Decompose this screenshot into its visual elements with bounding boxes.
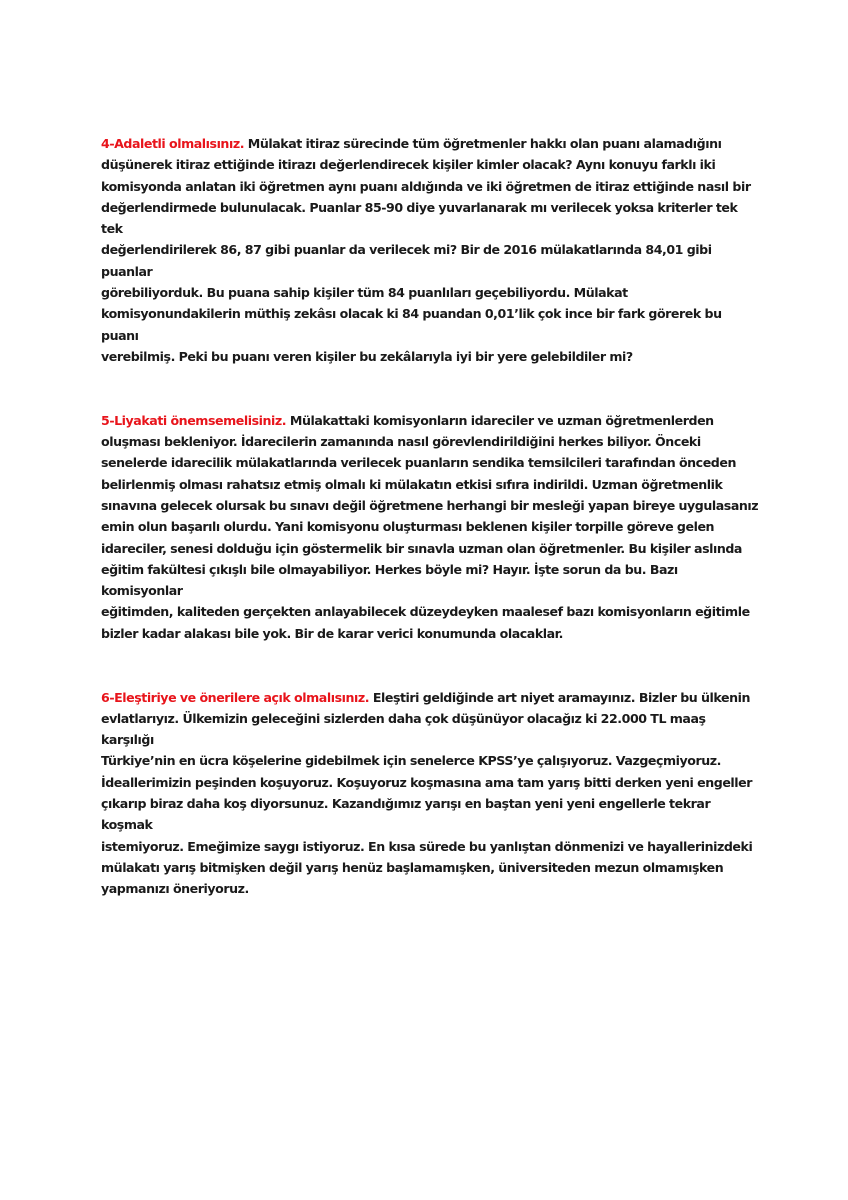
text-line: yapmanızı öneriyoruz. <box>101 881 249 897</box>
section-elestiri <box>101 687 761 900</box>
text-line: bizler kadar alakası bile yok. Bir de karar verici konumunda olacaklar. <box>101 625 563 641</box>
text-line: verebilmiş. Peki bu puanı veren kişiler bu zekâlarıyla iyi bir yere gelebildiler mi? <box>101 348 633 364</box>
text-line: eğitim fakültesi çıkışlı bile olmayabiliyor. Herkes böyle mi? Hayır. İşte sorun da bu. Bazı komisyonlar <box>101 561 678 599</box>
text-line: mülakatı yarış bitmişken değil yarış henüz başlamamışken, üniversiteden mezun olmamışken <box>101 859 724 875</box>
document-body <box>101 133 761 900</box>
text-line: Mülakattaki komisyonların idareciler ve uzman öğretmenlerden <box>286 412 714 428</box>
text-line: oluşması bekleniyor. İdarecilerin zamanında nasıl görevlendirildiğini herkes biliyor. Önceki <box>101 434 701 450</box>
text-line: görebiliyorduk. Bu puana sahip kişiler tüm 84 puanlıları geçebiliyordu. Mülakat <box>101 285 628 301</box>
section-heading: 6-Eleştiriye ve önerilere açık olmalısınız. <box>101 689 370 705</box>
text-line: değerlendirmede bulunulacak. Puanlar 85-90 diye yuvarlanarak mı verilecek yoksa kriterler tek tek <box>101 199 738 237</box>
text-line: değerlendirilerek 86, 87 gibi puanlar da verilecek mi? Bir de 2016 mülakatlarında 84,01 gibi puanlar <box>101 242 712 279</box>
section-heading: 4-Adaletli olmalısınız. <box>101 136 245 151</box>
section-adaletli <box>101 133 761 367</box>
text-line: Mülakat itiraz sürecinde tüm öğretmenler hakkı olan puanı alamadığını <box>244 136 722 151</box>
text-line: komisyonundakilerin müthiş zekâsı olacak ki 84 puandan 0,01’lik çok ince bir fark görerek bu puanı <box>101 306 722 343</box>
section-liyakat <box>101 410 761 644</box>
text-line: idareciler, senesi dolduğu için göstermelik bir sınavla uzman olan öğretmenler. Bu kişiler aslında <box>101 540 742 556</box>
text-line: sınavına gelecek olursak bu sınavı değil öğretmene herhangi bir mesleği yapan bireye uygulasanız <box>101 497 759 513</box>
text-line: İdeallerimizin peşinden koşuyoruz. Koşuyoruz koşmasına ama tam yarış bitti derken yeni engeller <box>101 774 753 790</box>
text-line: çıkarıp biraz daha koş diyorsunuz. Kazandığımız yarışı en baştan yeni yeni engellerle tekrar koşmak <box>101 796 711 833</box>
text-line: belirlenmiş olması rahatsız etmiş olmalı ki mülakatın etkisi sıfıra indirildi. Uzman öğretmenlik <box>101 476 723 492</box>
text-line: düşünerek itiraz ettiğinde itirazı değerlendirecek kişiler kimler olacak? Aynı konuyu farklı iki <box>101 157 716 173</box>
text-line: Eleştiri geldiğinde art niyet aramayınız. Bizler bu ülkenin <box>369 689 750 705</box>
text-line: komisyonda anlatan iki öğretmen aynı puanı aldığında ve iki öğretmen de itiraz ettiğinde nasıl bir <box>101 178 751 194</box>
section-heading: 5-Liyakati önemsemelisiniz. <box>101 412 287 428</box>
text-line: evlatlarıyız. Ülkemizin geleceğini sizlerden daha çok düşünüyor olacağız ki 22.000 TL maaş karşılığı <box>101 710 706 748</box>
text-line: istemiyoruz. Emeğimize saygı istiyoruz. En kısa sürede bu yanlıştan dönmenizi ve hayallerinizdeki <box>101 838 753 854</box>
text-line: Türkiye’nin en ücra köşelerine gidebilmek için senelerce KPSS’ye çalışıyoruz. Vazgeçmiyoruz. <box>101 753 721 769</box>
text-line: emin olun başarılı olurdu. Yani komisyonu oluşturması beklenen kişiler torpille göreve gelen <box>101 519 715 535</box>
text-line: senelerde idarecilik mülakatlarında verilecek puanların sendika temsilcileri tarafından önceden <box>101 455 736 471</box>
text-line: eğitimden, kaliteden gerçekten anlayabilecek düzeydeyken maalesef bazı komisyonların eğitimle <box>101 604 750 620</box>
